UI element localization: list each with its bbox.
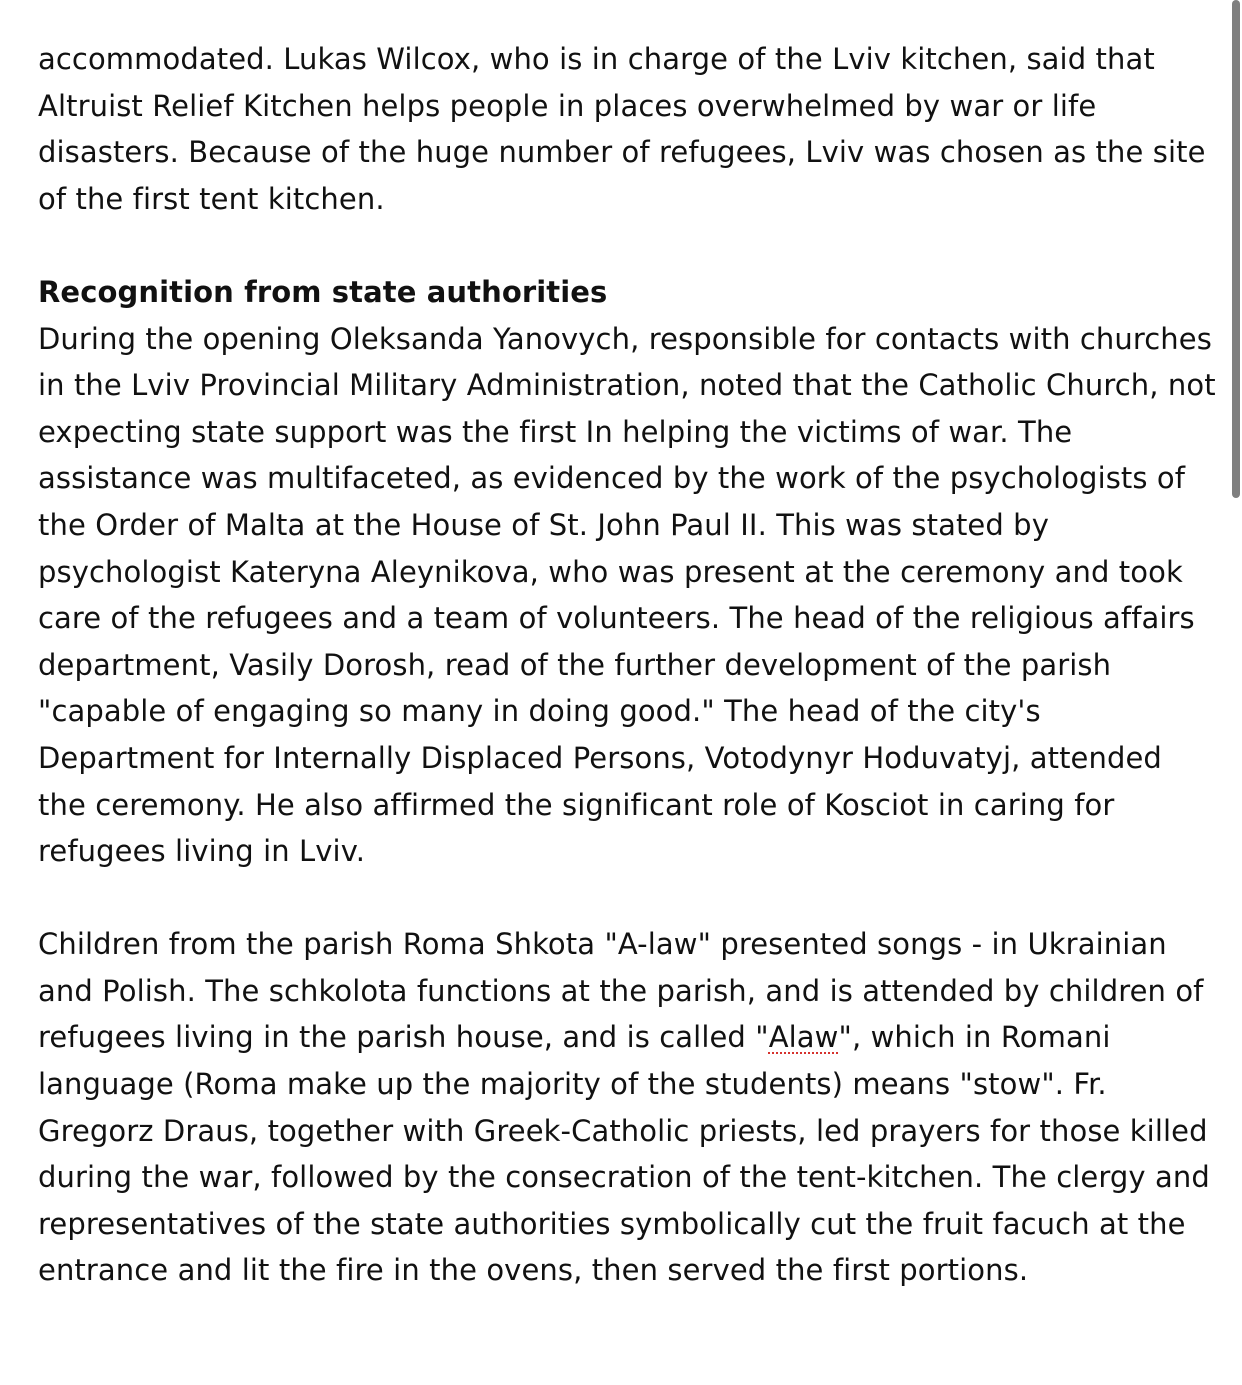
paragraph-children-text-end: ", which in Romani language (Roma make up the majority of the students) means "stow". Fr. Gregorz Draus, together with Greek-Catholic priests, led prayers for those killed during the war, followed by the consecration of the tent-kitchen. The clergy and representatives of the state authorities symbolically cut the fruit facuch at the entrance and lit the fire in the ovens, then served the first portions. xyxy=(38,1020,1210,1288)
spellcheck-flagged-word[interactable]: Alaw xyxy=(768,1020,839,1055)
paragraph-gap xyxy=(38,222,1218,269)
paragraph-intro: accommodated. Lukas Wilcox, who is in charge of the Lviv kitchen, said that Altruist Relief Kitchen helps people in places overwhelmed by war or life disasters. Because of the huge number of refugees, Lviv was chosen as the site of the first tent kitchen. xyxy=(38,42,1206,216)
paragraph-children-text-start: Children from the parish Roma Shkota "A-law" presented songs - in Ukrainian and Polish. The schkolota functions at the parish, and is attended by children of refugees living in the parish house, and is called " xyxy=(38,927,1204,1055)
paragraph-gap xyxy=(38,875,1218,922)
section-heading: Recognition from state authorities xyxy=(38,274,608,309)
paragraph-recognition: During the opening Oleksanda Yanovych, responsible for contacts with churches in the Lviv Provincial Military Administration, noted that the Catholic Church, not expecting state support was the first In helping the victims of war. The assistance was multifaceted, as evidenced by the work of the psychologists of the Order of Malta at the House of St. John Paul II. This was stated by psychologist Kateryna Aleynikova, who was present at the ceremony and took care of the refugees and a team of volunteers. The head of the religious affairs department, Vasily Dorosh, read of the further development of the parish "capable of engaging so many in doing good." The head of the city's Department for Internally Displaced Persons, Votodynyr Hoduvatyj, attended the ceremony. He also affirmed the significant role of Kosciot in caring for refugees living in Lviv. xyxy=(38,321,1216,869)
article-body xyxy=(38,36,1218,1294)
paragraph-children xyxy=(38,921,1218,1294)
vertical-scrollbar[interactable] xyxy=(1232,0,1240,498)
